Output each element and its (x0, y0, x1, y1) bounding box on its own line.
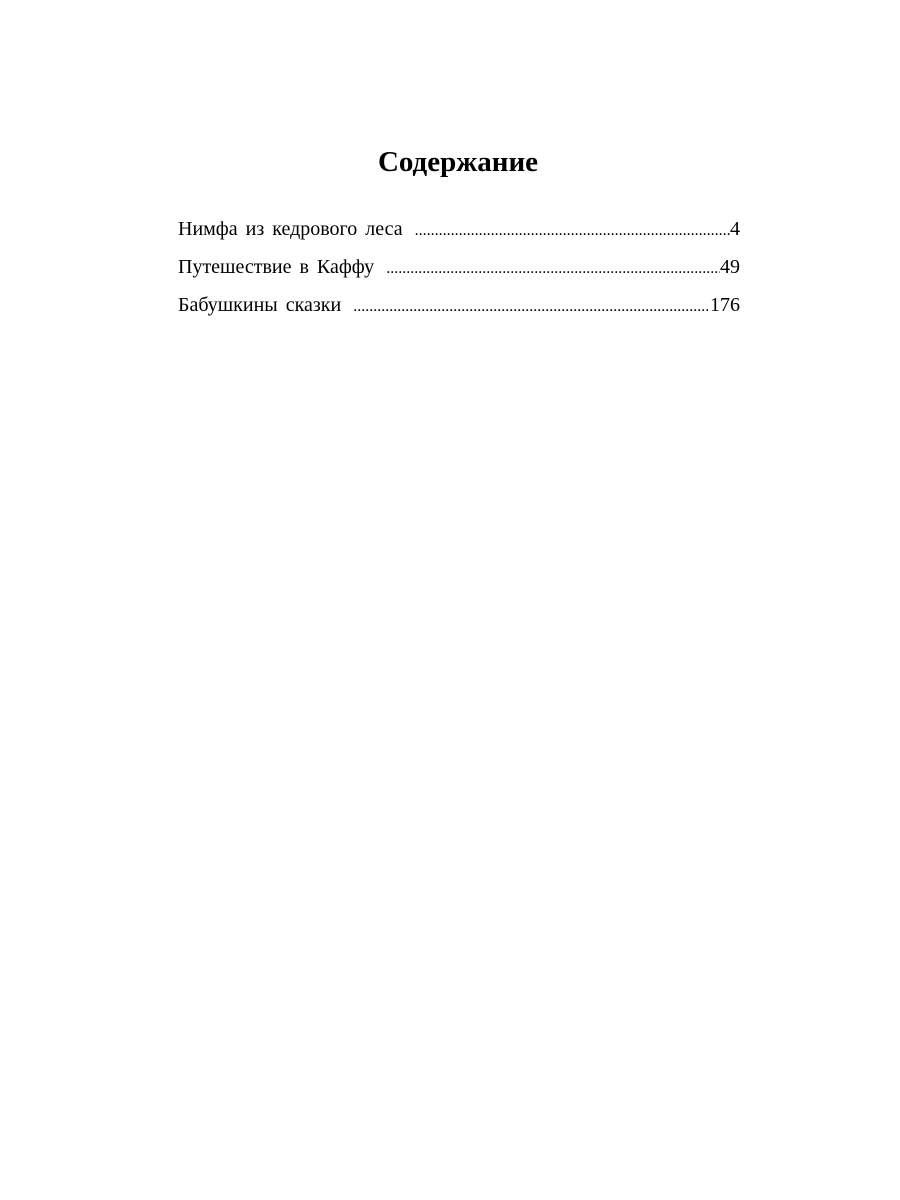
toc-entry-title: Нимфа из кедрового леса (178, 218, 403, 240)
toc-dot-leader (353, 292, 710, 322)
toc-entry (178, 252, 740, 290)
toc-entry-title: Бабушкины сказки (178, 294, 342, 316)
toc-entry-title: Путешествие в Каффу (178, 256, 375, 278)
toc-dot-leader (386, 254, 720, 284)
page-title: Содержание (377, 146, 539, 178)
table-of-contents (178, 214, 740, 328)
toc-entry (178, 214, 740, 252)
toc-page-number: 49 (720, 256, 740, 278)
toc-dot-leader (415, 216, 730, 246)
toc-page-number: 176 (710, 294, 740, 316)
toc-entry (178, 290, 740, 328)
toc-page-number: 4 (730, 218, 740, 240)
